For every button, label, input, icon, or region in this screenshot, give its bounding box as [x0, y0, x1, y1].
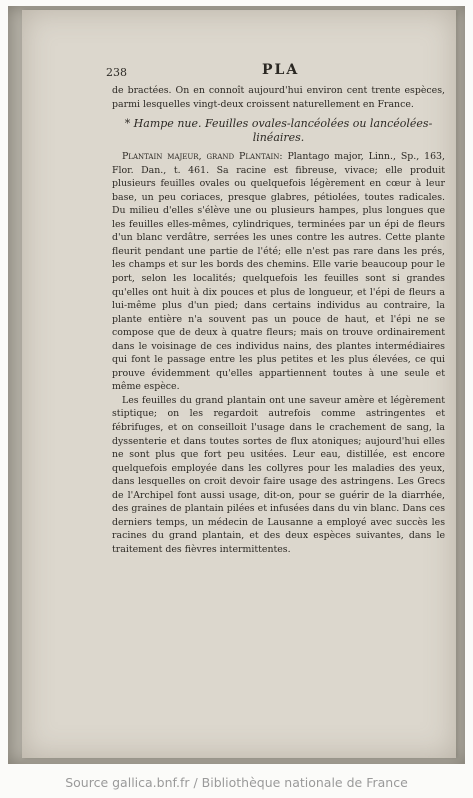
entry-name: Plantain majeur, grand Plantain — [122, 151, 280, 163]
intro-paragraph: de bractées. On en connoît aujourd'hui environ cent trente espèces, parmi lesquelles vingt-deux croissent naturellement en France. — [112, 85, 445, 110]
running-head: PLA — [262, 62, 300, 78]
section-heading: * Hampe nue. Feuilles ovales-lancéolées ou lancéolées-linéaires. — [124, 117, 433, 145]
source-footer: Source gallica.bnf.fr / Bibliothèque nationale de France — [0, 770, 473, 798]
uses-paragraph: Les feuilles du grand plantain ont une saveur amère et légèrement stiptique; on les regardoit autrefois comme astringentes et fébrifuges, et on conseilloit l'usage dans le crachement de sang, la dyssenterie et dans toutes sortes de flux atoniques; aujourd'hui elles ne sont plus que fort peu usitées. Leur eau, distillée, est encore quelquefois employée dans les collyres pour les maladies des yeux, dans lesquelles on croit devoir faire usage des astringens. Les Grecs de l'Archipel font aussi usage, dit-on, pour se guérir de la diarrhée, des graines de plantain pilées et infusées dans du vin blanc. Dans ces derniers temps, un médecin de Lausanne a employé avec succès les racines du grand plantain, et des deux espèces suivantes, dans le traitement des fièvres intermittentes. — [112, 394, 445, 555]
entry-text: : Plantago major, Linn., Sp., 163, Flor. Dan., t. 461. Sa racine est fibreuse, vivace; elle produit plusieurs feuilles ovales ou quelquefois légèrement en cœur à leur base, un peu coriaces, presque glabres, pétiolées, toutes radicales. Du milieu d'elles s'élève une ou plusieurs hampes, plus longues que les feuilles elles-mêmes, cylindriques, terminées par un épi de fleurs d'un blanc verdâtre, serrées les unes contre les autres. Cette plante fleurit pendant une partie de l'été; elle n'est pas rare dans les prés, les champs et sur les bords des chemins. Elle varie beaucoup pour le port, selon les localités; quelquefois les feuilles sont si grandes qu'elles ont huit à dix pouces et plus de longueur, et l'épi de fleurs a lui-même plus d'un pied; dans certains individus au contraire, la plante entière n'a souvent pas un pouce de haut, et l'épi ne se compose que de deux à quatre fleurs; mais on trouve ordinairement dans le voisinage de ces individus nains, des plantes intermédiaires qui font le passage entre les plus petites et les plus élevées, ce qui prouve évidemment qu'elles appartiennent toutes à une seule et même espèce. — [112, 151, 445, 393]
page-number: 238 — [106, 66, 127, 79]
page-body — [112, 84, 445, 557]
entry-paragraph — [112, 150, 445, 394]
